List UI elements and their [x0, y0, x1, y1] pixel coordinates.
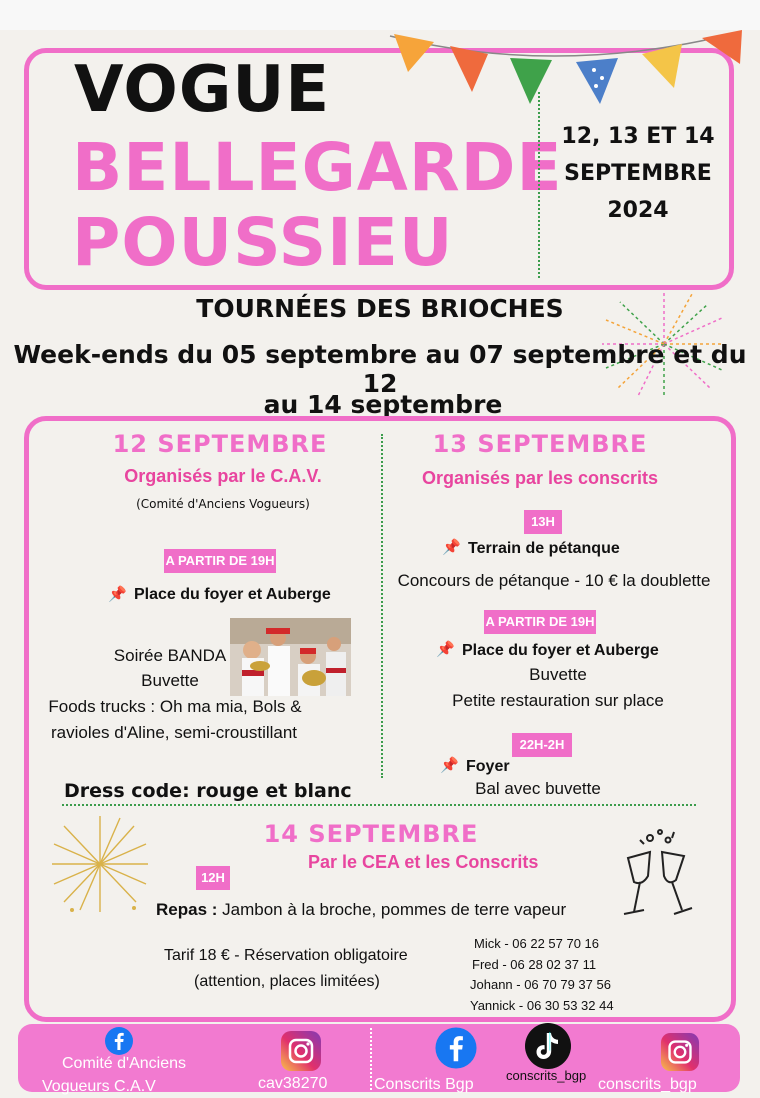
- day13-line4: Bal avec buvette: [475, 779, 601, 798]
- day13-place3: Foyer: [466, 758, 510, 775]
- footer-insta-cav[interactable]: cav38270: [258, 1075, 328, 1092]
- day12-place: Place du foyer et Auberge: [134, 586, 331, 603]
- banda-photo: [230, 618, 351, 696]
- top-band: [0, 0, 760, 30]
- day13-place1: Terrain de pétanque: [468, 540, 620, 557]
- pin-icon: 📌: [108, 585, 127, 603]
- dates-block: [548, 118, 728, 229]
- instagram-icon[interactable]: [280, 1030, 322, 1072]
- repas-label: Repas :: [156, 900, 218, 919]
- title-bellegarde: BELLEGARDE: [72, 129, 563, 206]
- title-poussieu: POUSSIEU: [72, 204, 454, 281]
- dates-line2: SEPTEMBRE: [564, 161, 712, 186]
- day12-title: 12 SEPTEMBRE: [112, 430, 328, 458]
- footer-divider: [370, 1028, 372, 1090]
- day13-line2: Buvette: [529, 665, 587, 684]
- day13-badge2: A PARTIR DE 19H: [484, 610, 596, 634]
- contact-item: Yannick - 06 30 53 32 44: [470, 997, 614, 1013]
- dates-line3: 2024: [607, 198, 669, 223]
- program-hdivider: [62, 804, 696, 806]
- footer-cav-line2[interactable]: Vogueurs C.A.V: [42, 1078, 156, 1095]
- champagne-glasses-icon: [610, 826, 710, 922]
- day13-line1: Concours de pétanque - 10 € la doublette: [397, 571, 711, 590]
- repas-text: Jambon à la broche, pommes de terre vapeur: [222, 900, 567, 919]
- day12-badge: A PARTIR DE 19H: [164, 549, 276, 573]
- title-vogue: VOGUE: [74, 53, 331, 127]
- day13-place2: Place du foyer et Auberge: [462, 642, 659, 659]
- day13-badge1: 13H: [524, 510, 562, 534]
- day12-line1: Soirée BANDA: [113, 646, 227, 665]
- facebook-icon[interactable]: [104, 1026, 134, 1056]
- dates-line1: 12, 13 ET 14: [561, 124, 715, 149]
- day12-line3: Foods trucks : Oh ma mia, Bols &: [48, 697, 302, 716]
- day14-repas: [156, 900, 566, 920]
- instagram-icon[interactable]: [660, 1032, 700, 1072]
- header-divider: [538, 92, 540, 278]
- day14-attention: (attention, places limitées): [194, 973, 380, 990]
- footer-tiktok[interactable]: conscrits_bgp: [506, 1068, 587, 1083]
- pin-icon: 📌: [440, 756, 459, 774]
- dress-code: Dress code: rouge et blanc: [64, 780, 352, 802]
- facebook-icon[interactable]: [434, 1026, 478, 1070]
- pin-icon: 📌: [442, 538, 461, 556]
- footer-insta-conscrits[interactable]: conscrits_bgp: [598, 1076, 697, 1093]
- brioches-weekends-1: Week-ends du 05 septembre au 07 septembre et du 12: [13, 340, 747, 398]
- day14-badge: 12H: [196, 866, 230, 890]
- contact-item: Mick - 06 22 57 70 16: [474, 936, 600, 951]
- tiktok-icon[interactable]: [524, 1022, 572, 1070]
- brioches-title: TOURNÉES DES BRIOCHES: [196, 294, 564, 323]
- day13-title: 13 SEPTEMBRE: [432, 430, 648, 458]
- day12-line4: ravioles d'Aline, semi-croustillant: [50, 723, 298, 742]
- day14-tarif: Tarif 18 € - Réservation obligatoire: [164, 947, 408, 964]
- footer-cav-line1[interactable]: Comité d'Anciens: [62, 1055, 186, 1072]
- day14-title: 14 SEPTEMBRE: [263, 820, 479, 848]
- fireworks-left: [48, 814, 152, 914]
- day13-organiser: Organisés par les conscrits: [421, 468, 659, 488]
- day14-organiser: Par le CEA et les Conscrits: [308, 852, 539, 872]
- contact-item: Johann - 06 70 79 37 56: [470, 977, 611, 992]
- bunting-flags: [380, 28, 750, 118]
- pin-icon: 📌: [436, 640, 455, 658]
- day12-organiser: Organisés par le C.A.V.: [124, 466, 322, 486]
- day13-line3: Petite restauration sur place: [452, 691, 664, 710]
- day13-badge3: 22H-2H: [512, 733, 572, 757]
- contacts-list: [470, 934, 614, 1016]
- brioches-weekends-2: au 14 septembre: [263, 390, 503, 419]
- footer-fb-conscrits[interactable]: Conscrits Bgp: [374, 1076, 474, 1093]
- day12-organiser-full: (Comité d'Anciens Vogueurs): [136, 497, 310, 511]
- day12-line2: Buvette: [141, 671, 199, 690]
- contact-item: Fred - 06 28 02 37 11: [472, 956, 597, 972]
